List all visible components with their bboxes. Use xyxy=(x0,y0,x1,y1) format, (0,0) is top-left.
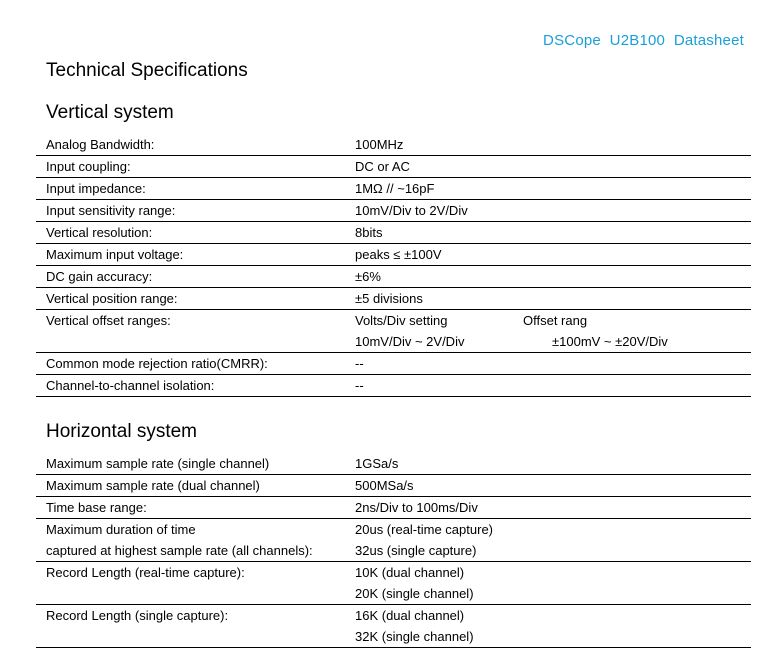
spec-value: -- xyxy=(355,378,364,393)
spec-row-duration xyxy=(36,519,751,562)
horizontal-section-title: Horizontal system xyxy=(46,421,197,442)
spec-value: -- xyxy=(355,356,364,371)
spec-row-record-realtime xyxy=(36,562,751,605)
vertical-spec-table xyxy=(36,134,751,397)
spec-row xyxy=(36,178,751,200)
offset-col1-value: 10mV/Div ~ 2V/Div xyxy=(355,334,465,349)
spec-label: Maximum sample rate (dual channel) xyxy=(46,478,260,493)
horizontal-spec-table xyxy=(36,453,751,648)
spec-value: 20us (real-time capture) xyxy=(355,522,493,537)
spec-row xyxy=(36,475,751,497)
spec-row xyxy=(36,244,751,266)
spec-label: Analog Bandwidth: xyxy=(46,137,155,152)
spec-label: Record Length (real-time capture): xyxy=(46,565,245,580)
spec-value: 500MSa/s xyxy=(355,478,414,493)
offset-col2-header: Offset rang xyxy=(523,313,588,328)
page-title: Technical Specifications xyxy=(46,60,248,81)
spec-row xyxy=(36,222,751,244)
spec-label: Vertical resolution: xyxy=(46,225,153,240)
spec-row xyxy=(36,266,751,288)
spec-value: 32us (single capture) xyxy=(355,543,477,558)
spec-row xyxy=(36,134,751,156)
spec-row-record-single xyxy=(36,605,751,648)
spec-row xyxy=(36,200,751,222)
spec-label: Common mode rejection ratio(CMRR): xyxy=(46,356,268,371)
offset-col1-header: Volts/Div setting xyxy=(355,313,448,328)
header-title: DSCope U2B100 Datasheet xyxy=(543,32,744,49)
spec-value: 16K (dual channel) xyxy=(355,608,465,623)
spec-value: 10K (dual channel) xyxy=(355,565,465,580)
spec-label: Record Length (single capture): xyxy=(46,608,229,623)
spec-label: Maximum sample rate (single channel) xyxy=(46,456,270,471)
spec-value: 10mV/Div to 2V/Div xyxy=(355,203,468,218)
spec-row xyxy=(36,288,751,310)
spec-value: 32K (single channel) xyxy=(355,629,474,644)
spec-row-offset xyxy=(36,310,751,353)
spec-label: Maximum input voltage: xyxy=(46,247,184,262)
spec-label: Channel-to-channel isolation: xyxy=(46,378,215,393)
spec-label: Time base range: xyxy=(46,500,147,515)
spec-row xyxy=(36,375,751,397)
spec-row xyxy=(36,497,751,519)
spec-value: peaks ≤ ±100V xyxy=(355,247,442,262)
spec-value: 2ns/Div to 100ms/Div xyxy=(355,500,478,515)
spec-value: DC or AC xyxy=(355,159,410,174)
spec-label: Input sensitivity range: xyxy=(46,203,176,218)
spec-value: 8bits xyxy=(355,225,383,240)
spec-value: ±5 divisions xyxy=(355,291,423,306)
offset-col2-value: ±100mV ~ ±20V/Div xyxy=(552,334,668,349)
spec-label: Vertical offset ranges: xyxy=(46,313,171,328)
vertical-section-title: Vertical system xyxy=(46,102,174,123)
spec-row xyxy=(36,156,751,178)
spec-label: DC gain accuracy: xyxy=(46,269,153,284)
spec-value: ±6% xyxy=(355,269,381,284)
spec-label: Maximum duration of time xyxy=(46,522,196,537)
spec-value: 100MHz xyxy=(355,137,404,152)
spec-value: 1MΩ // ~16pF xyxy=(355,181,435,196)
spec-row xyxy=(36,453,751,475)
spec-label: Input coupling: xyxy=(46,159,131,174)
spec-label: captured at highest sample rate (all channels): xyxy=(46,543,313,558)
spec-value: 1GSa/s xyxy=(355,456,399,471)
spec-label: Vertical position range: xyxy=(46,291,178,306)
spec-value: 20K (single channel) xyxy=(355,586,474,601)
spec-row xyxy=(36,353,751,375)
spec-label: Input impedance: xyxy=(46,181,146,196)
